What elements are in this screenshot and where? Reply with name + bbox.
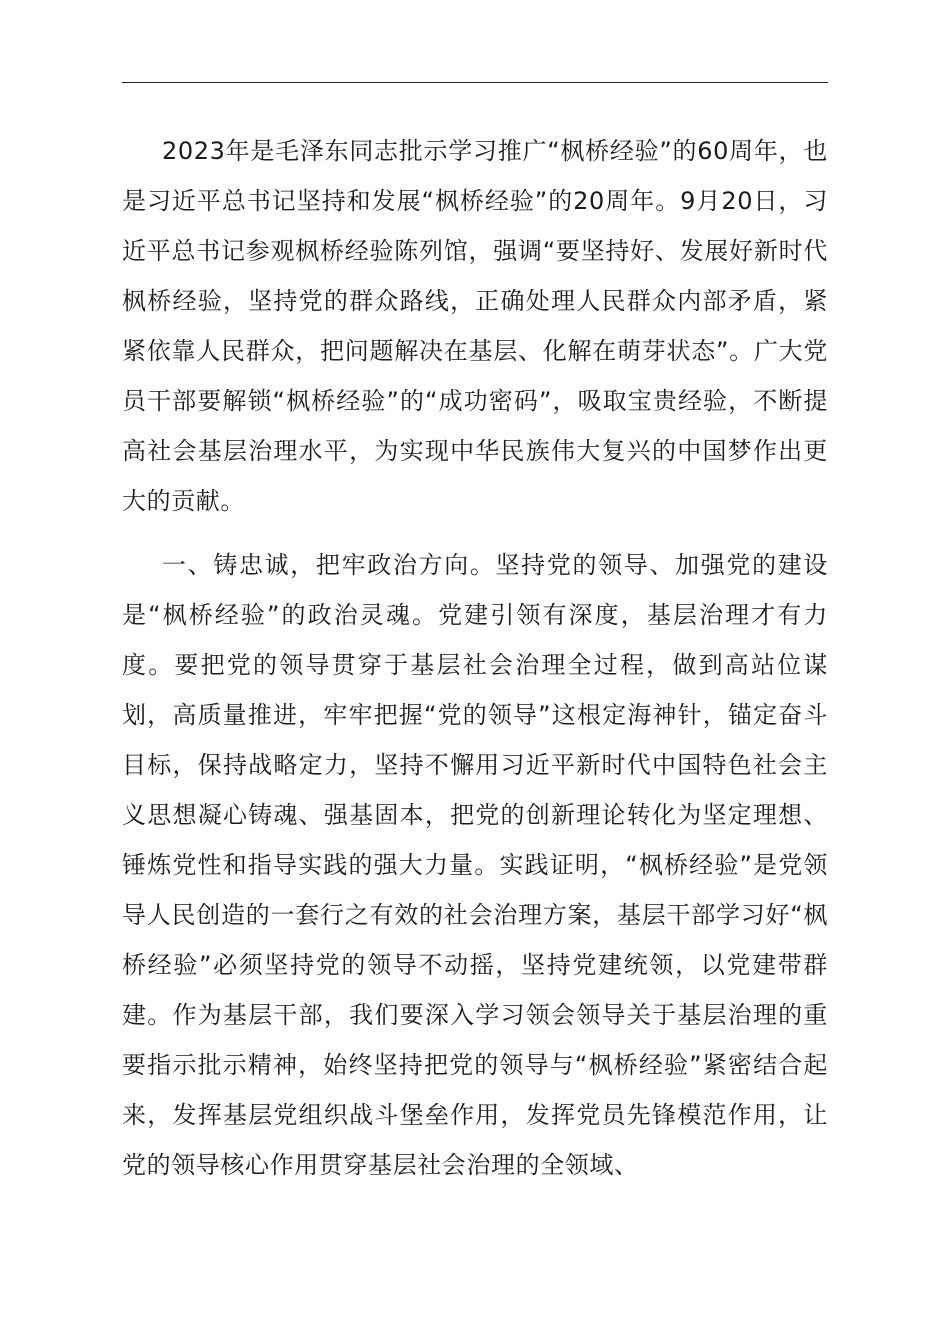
paragraph-section-one: 一、铸忠诚，把牢政治方向。坚持党的领导、加强党的建设是“枫桥经验”的政治灵魂。党建引领有深度，基层治理才有力度。要把党的领导贯穿于基层社会治理全过程，做到高站位谋划，高质量推进，牢牢把握“党的领导”这根定海神针，锚定奋斗目标，保持战略定力，坚持不懈用习近平新时代中国特色社会主义思想凝心铸魂、强基固本，把党的创新理论转化为坚定理想、锤炼党性和指导实践的强大力量。实践证明，“枫桥经验”是党领导人民创造的一套行之有效的社会治理方案，基层干部学习好“枫桥经验”必须坚持党的领导不动摇，坚持党建统领，以党建带群建。作为基层干部，我们要深入学习领会领导关于基层治理的重要指示批示精神，始终坚持把党的领导与“枫桥经验”紧密结合起来，发挥基层党组织战斗堡垒作用，发挥党员先锋模范作用，让党的领导核心作用贯穿基层社会治理的全领域、 xyxy=(122,551,828,1179)
document-body xyxy=(122,126,828,1190)
paragraph-intro: 2023年是毛泽东同志批示学习推广“枫桥经验”的60周年，也是习近平总书记坚持和发展“枫桥经验”的20周年。9月20日，习近平总书记参观枫桥经验陈列馆，强调“要坚持好、发展好新时代枫桥经验，坚持党的群众路线，正确处理人民群众内部矛盾，紧紧依靠人民群众，把问题解决在基层、化解在萌芽状态”。广大党员干部要解锁“枫桥经验”的“成功密码”，吸取宝贵经验，不断提高社会基层治理水平，为实现中华民族伟大复兴的中国梦作出更大的贡献。 xyxy=(122,137,828,515)
header-rule xyxy=(122,82,828,83)
